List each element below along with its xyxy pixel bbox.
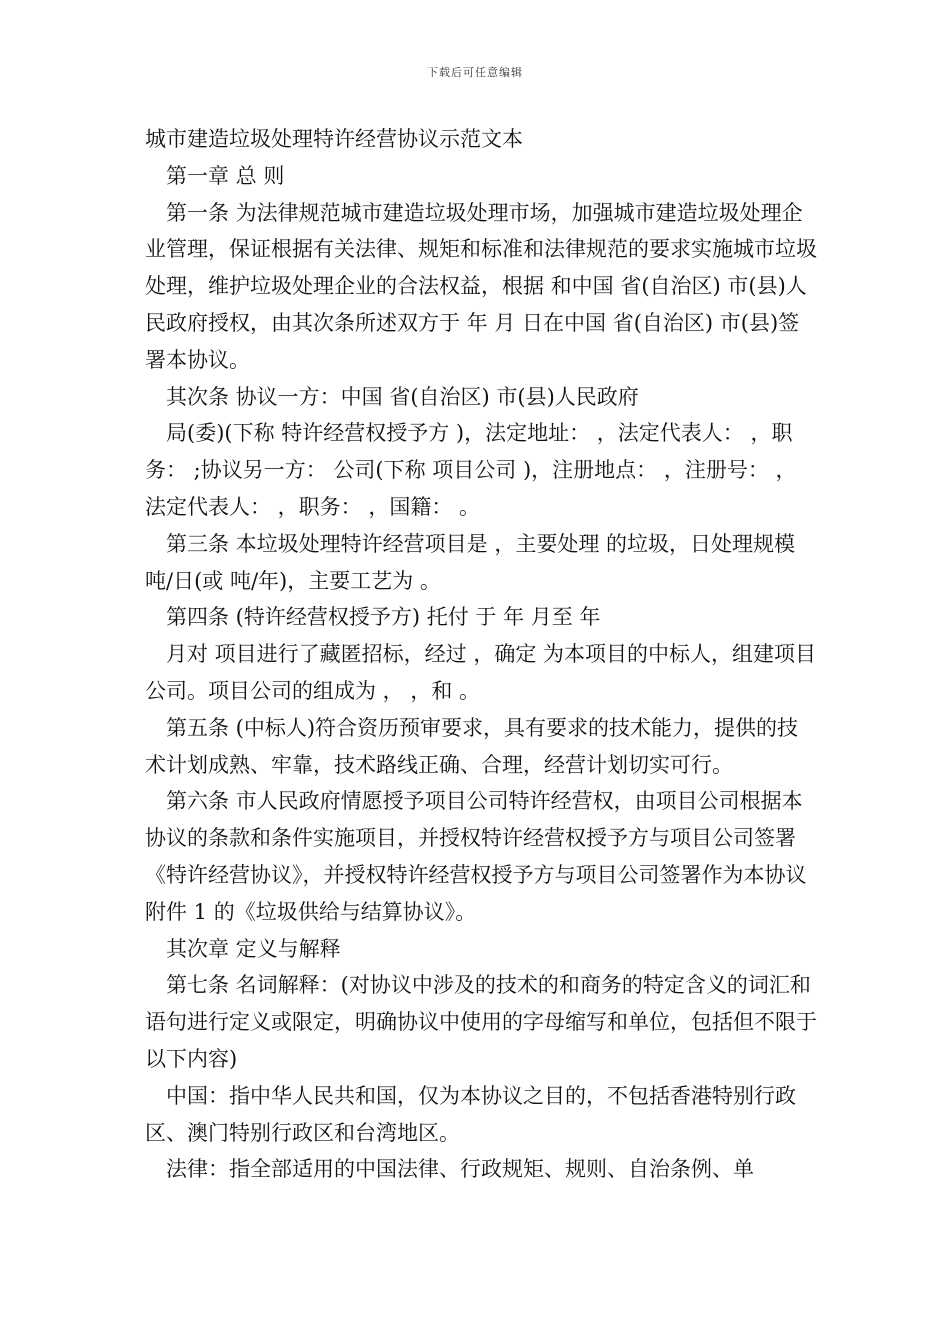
- article-5: 第五条 (中标人)符合资历预审要求，具有要求的技术能力，提供的技术计划成熟、牢靠，技术路线正确、合理，经营计划切实可行。: [145, 715, 799, 777]
- article-7: 第七条 名词解释：(对协议中涉及的技术的和商务的特定含义的词汇和语句进行定义或限定，明确协议中使用的字母缩写和单位，包括但不限于以下内容): [145, 973, 817, 1071]
- definition-china: 中国：指中华人民共和国，仅为本协议之目的，不包括香港特别行政区、澳门特别行政区和台湾地区。: [145, 1083, 796, 1145]
- article-6: 第六条 市人民政府情愿授予项目公司特许经营权，由项目公司根据本协议的条款和条件实施项目，并授权特许经营权授予方与项目公司签署《特许经营协议》，并授权特许经营权授予方与项目公司签署作为本协议附件 1 的《垃圾供给与结算协议》。: [145, 789, 807, 924]
- chapter-heading-1: 第一章 总 则: [166, 163, 285, 188]
- article-4-line-1: 第四条 (特许经营权授予方) 托付 于 年 月至 年: [166, 605, 601, 630]
- article-2-line-1: 其次条 协议一方：中国 省(自治区) 市(县)人民政府: [166, 384, 639, 409]
- article-4-line-2: 月对 项目进行了藏匿招标，经过 ，确定 为本项目的中标人，组建项目公司。项目公司的组成为 ， ，和 。: [145, 642, 817, 703]
- document-title: 城市建造垃圾处理特许经营协议示范文本: [145, 127, 523, 151]
- article-3: 第三条 本垃圾处理特许经营项目是 ，主要处理 的垃圾，日处理规模 吨/日(或 吨/年)，主要工艺为 。: [145, 531, 796, 593]
- article-2-line-2: 局(委)(下称 特许经营权授予方 )，法定地址： ，法定代表人： ，职务： ;协议另一方： 公司(下称 项目公司 )，注册地点： ，注册号： ，法定代表人： ，职务： ，国籍： 。: [145, 421, 797, 519]
- header-note: 下载后可任意编辑: [427, 66, 523, 79]
- definition-law: 法律：指全部适用的中国法律、行政规矩、规则、自治条例、单: [166, 1157, 754, 1182]
- chapter-heading-2: 其次章 定义与解释: [166, 936, 341, 961]
- article-1: 第一条 为法律规范城市建造垃圾处理市场，加强城市建造垃圾处理企业管理，保证根据有关法律、规矩和标准和法律规范的要求实施城市垃圾处理，维护垃圾处理企业的合法权益，根据 和中国 省(自治区) 市(县)人民政府授权，由其次条所述双方于 年 月 日在中国 省(自治区) 市(县)签署本协议。: [145, 200, 817, 372]
- document-body: [145, 121, 817, 1188]
